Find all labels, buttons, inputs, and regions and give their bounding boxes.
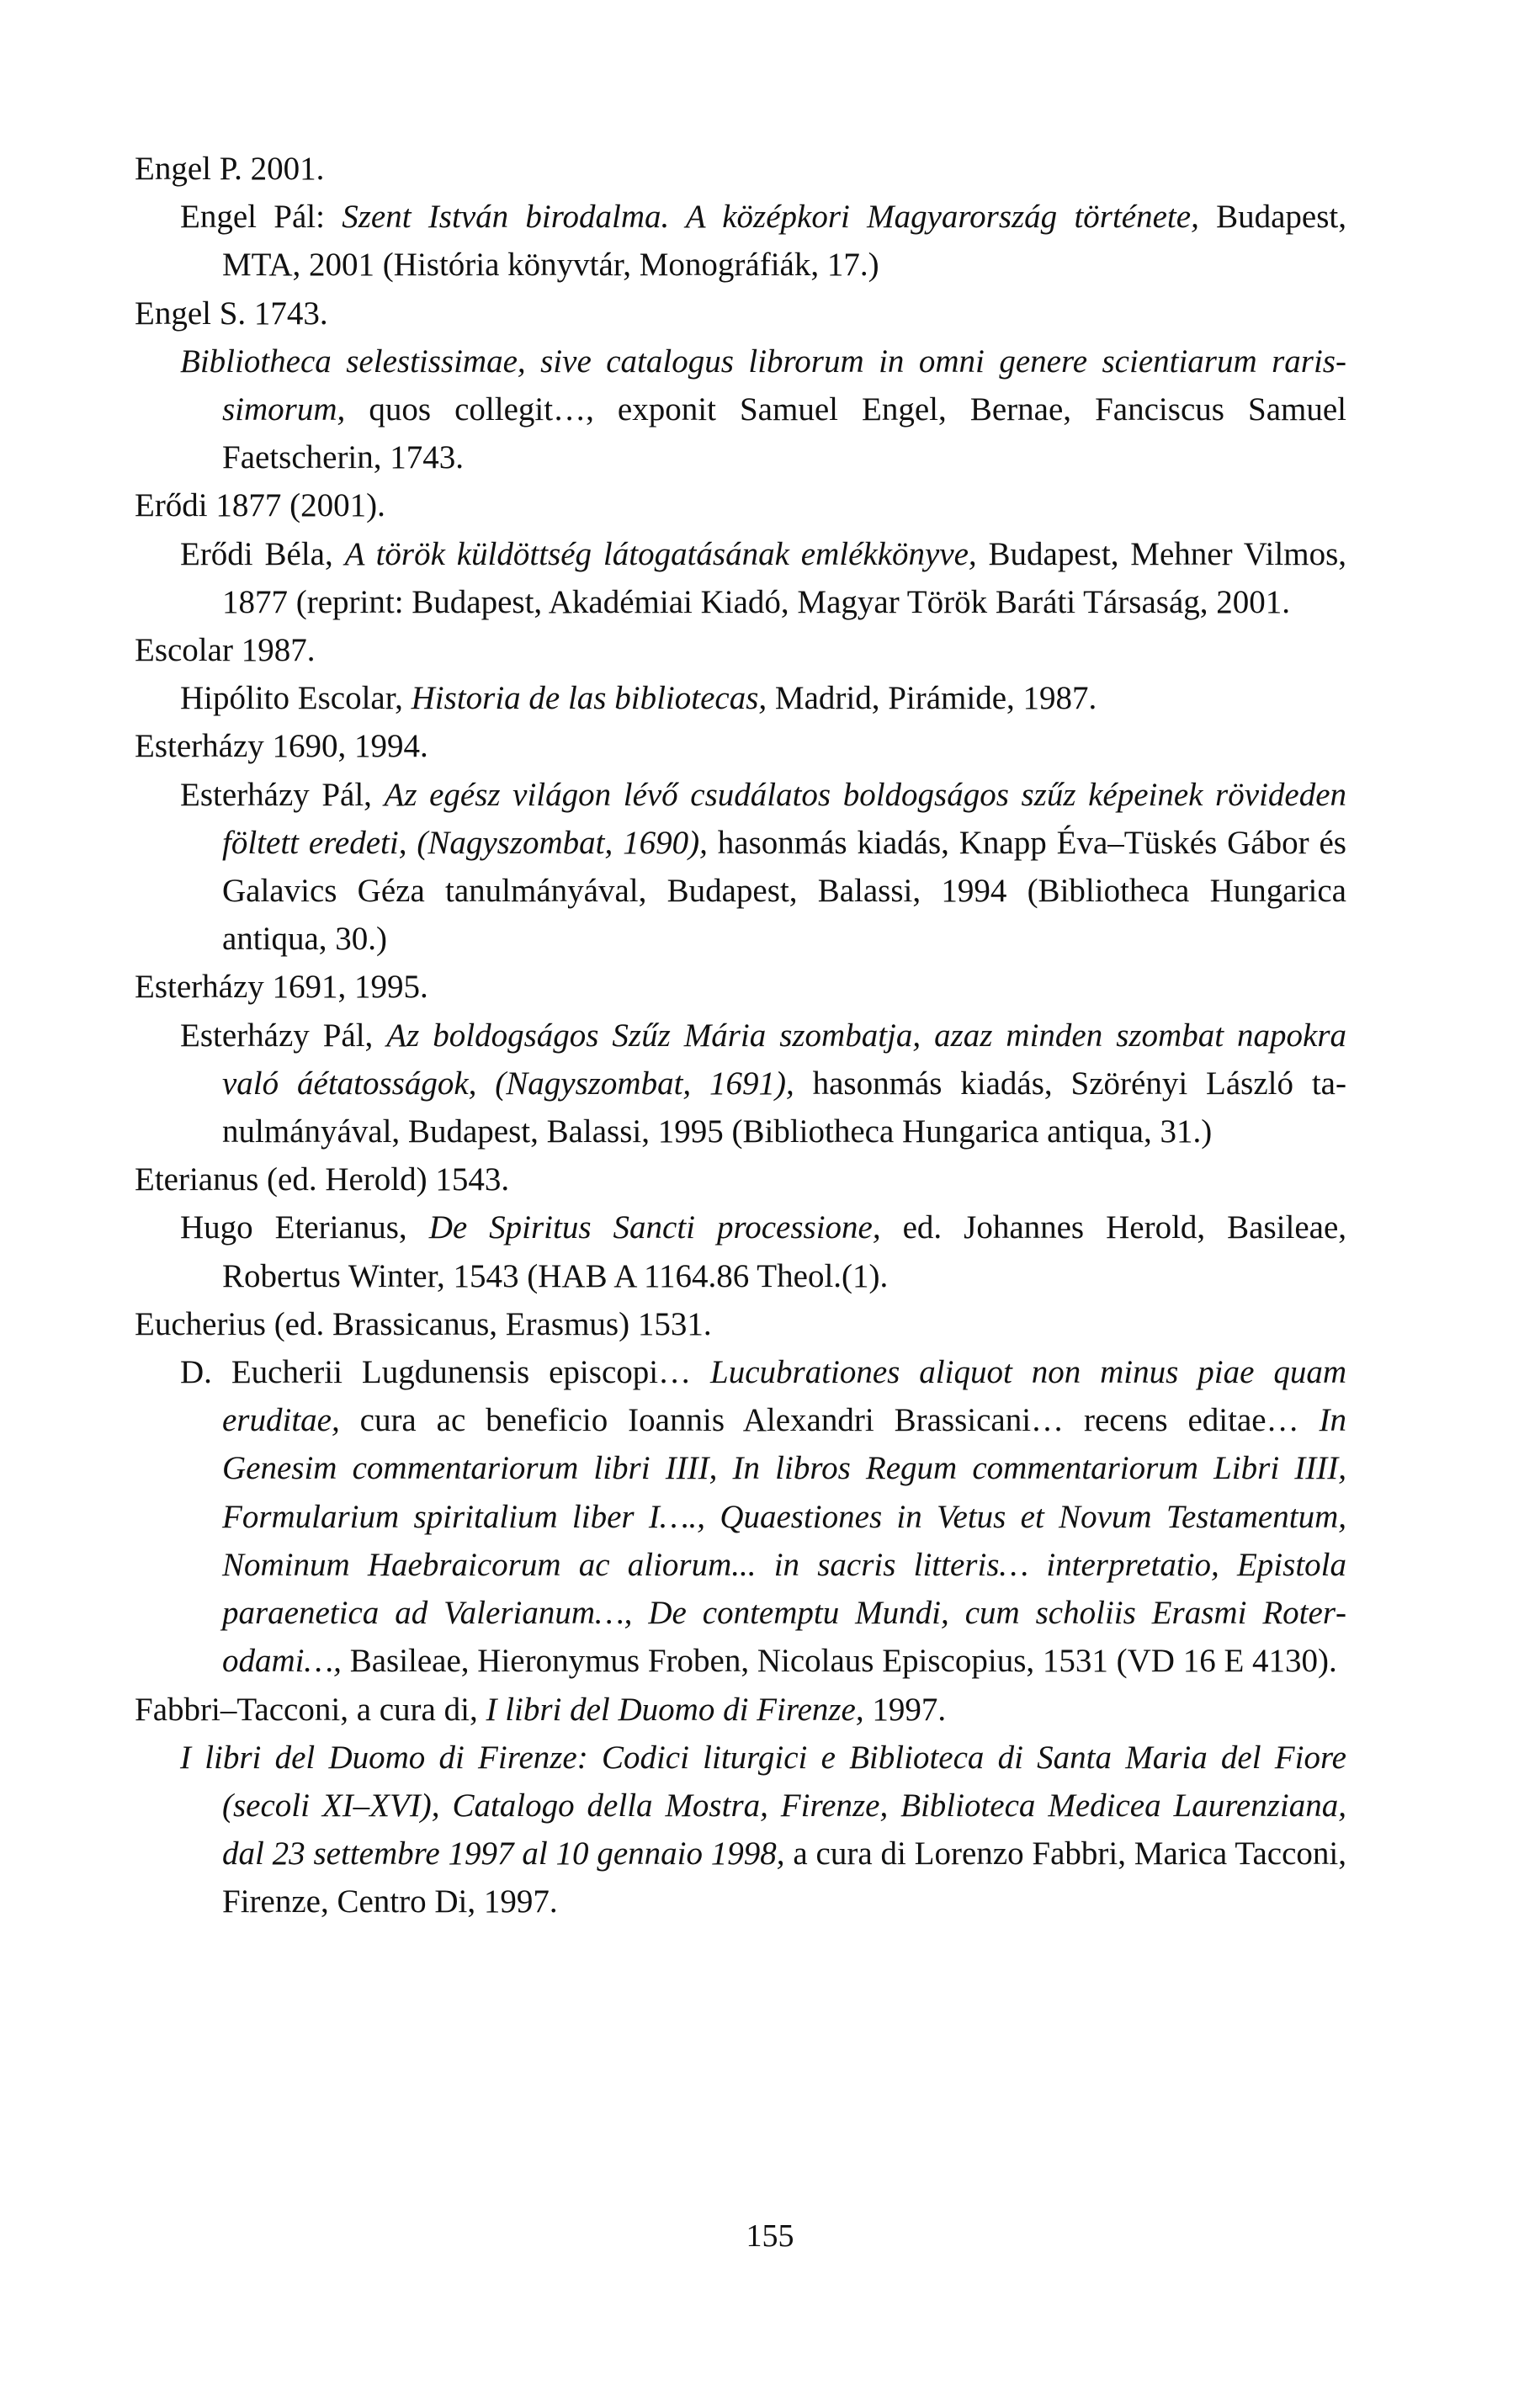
entry-short-title: Engel P. 2001. — [135, 151, 325, 187]
bibliography-page — [135, 145, 1346, 1926]
bibliography-entry — [135, 481, 1346, 626]
bibliography-entry — [135, 626, 1346, 722]
entry-text: hasonmás kiadás, Knapp Éva–Tüskés Gábor és Galavics Géza tanulmányával, Budapest, Balassi, 1994 (Bibliotheca Hungarica antiqua, 30.) — [222, 824, 1346, 958]
bibliography-entry — [135, 722, 1346, 963]
page-number: 155 — [746, 2218, 794, 2254]
entry-full-reference — [135, 1348, 1346, 1685]
entry-text: Esterházy Pál, — [180, 1017, 387, 1054]
entry-text: cura ac beneficio Ioannis Alexandri Brassicani… recens editae… — [339, 1402, 1320, 1439]
entry-full-reference — [135, 674, 1346, 722]
entry-text: quos collegit…, exponit Samuel Engel, Bernae, Fanciscus Samuel Faetscherin, 1743. — [222, 391, 1346, 476]
entry-short-title: Eucherius (ed. Brassicanus, Erasmus) 1531. — [135, 1305, 712, 1342]
entry-short-title: Eterianus (ed. Herold) 1543. — [135, 1161, 510, 1198]
entry-short-title: Erődi 1877 (2001). — [135, 487, 385, 524]
entry-text: 1997. — [863, 1691, 947, 1728]
entry-text: Budapest, Mehner Vilmos, 1877 (reprint: Budapest, Akadémiai Kiadó, Magyar Török Baráti Társaság, 2001. — [222, 535, 1346, 620]
entry-text: D. Eucherii Lugdunensis episcopi… — [180, 1354, 711, 1391]
entry-text: Budapest, MTA, 2001 (História könyvtár, Monográfiák, 17.) — [222, 199, 1347, 284]
bibliography-entry — [135, 289, 1346, 482]
entry-text: a cura di Lorenzo Fabbri, Marica Tacconi, Firenze, Centro Di, 1997. — [222, 1835, 1346, 1920]
entry-title-italic: In Genesim commentariorum libri IIII, In libros Regum commentariorum Libri IIII, Formularium spiritalium liber I…., Quaestiones in Vetus et Novum Testamentum, Nominum Haebraicorum ac aliorum... in sacris litteris… interpretatio, Epistola paraenetica ad Valerianum…, De contemptu Mundi, cum scholiis Erasmi Roterodami…, — [222, 1402, 1346, 1680]
entry-text: ed. Johannes Herold, Basileae, Robertus Winter, 1543 (HAB A 1164.86 Theol.(1). — [222, 1209, 1346, 1294]
entry-title-italic: Az egész világon lévő csudálatos boldogságos szűz képeinek rövideden föltett eredeti, (Nagyszombat, 1690), — [222, 776, 1346, 861]
bibliography-entry — [135, 145, 1346, 289]
bibliography-entry — [135, 1686, 1346, 1926]
entry-text: Engel Pál: — [180, 199, 343, 236]
entry-title-italic: I libri del Duomo di Firenze: Codici liturgici e Biblioteca di Santa Maria del Fiore (secoli XI–XVI), Catalogo della Mostra, Firenze, Biblioteca Medicea Laurenziana, dal 23 settembre 1997 al 10 gennaio 1998, — [180, 1739, 1346, 1872]
entry-full-reference — [135, 193, 1346, 289]
entry-text: Fabbri–Tacconi, a cura di, — [135, 1691, 486, 1728]
entry-text: Esterházy Pál, — [180, 776, 385, 813]
bibliography-entry — [135, 1300, 1346, 1686]
entry-short-title: Esterházy 1691, 1995. — [135, 969, 428, 1006]
entry-title-italic: A török küldöttség látogatásának emlékkönyve, — [344, 535, 977, 572]
entry-full-reference — [135, 1203, 1346, 1299]
entry-text: hasonmás kiadás, Szörényi László tanulmányával, Budapest, Balassi, 1995 (Bibliotheca Hungarica antiqua, 31.) — [222, 1065, 1346, 1150]
entry-full-reference — [135, 1734, 1346, 1926]
entry-full-reference — [135, 771, 1346, 964]
entry-full-reference — [135, 337, 1346, 482]
entry-title-italic: Lucubrationes aliquot non minus piae quam eruditae, — [222, 1354, 1346, 1439]
entry-title-italic: Az boldogságos Szűz Mária szombatja, azaz minden szombat napokra való áétatosságok, (Nagyszombat, 1691), — [222, 1017, 1346, 1102]
entry-title-italic: I libri del Duomo di Firenze, — [486, 1691, 864, 1728]
entry-title-italic: Szent István birodalma. A középkori Magyarország története, — [342, 199, 1199, 236]
bibliography-entry — [135, 1155, 1346, 1300]
entry-text: Erődi Béla, — [180, 535, 345, 572]
entry-short-title: Esterházy 1690, 1994. — [135, 728, 428, 765]
entry-title-italic: Bibliotheca selestissimae, sive catalogus librorum in omni genere scientiarum rarissimorum, — [180, 343, 1346, 428]
entry-full-reference — [135, 530, 1346, 626]
entry-short-title — [135, 1686, 1346, 1734]
entry-short-title: Engel S. 1743. — [135, 295, 328, 332]
bibliography-entry — [135, 963, 1346, 1155]
entry-title-italic: De Spiritus Sancti processione, — [428, 1209, 881, 1246]
entry-text: Basileae, Hieronymus Froben, Nicolaus Episcopius, 1531 (VD 16 E 4130). — [341, 1643, 1337, 1680]
entry-text: Hugo Eterianus, — [180, 1209, 429, 1246]
entry-text: Madrid, Pirámide, 1987. — [767, 680, 1097, 717]
entry-title-italic: Historia de las bibliotecas, — [411, 680, 767, 717]
entry-full-reference — [135, 1012, 1346, 1156]
entry-short-title: Escolar 1987. — [135, 632, 316, 669]
entry-text: Hipólito Escolar, — [180, 680, 412, 717]
